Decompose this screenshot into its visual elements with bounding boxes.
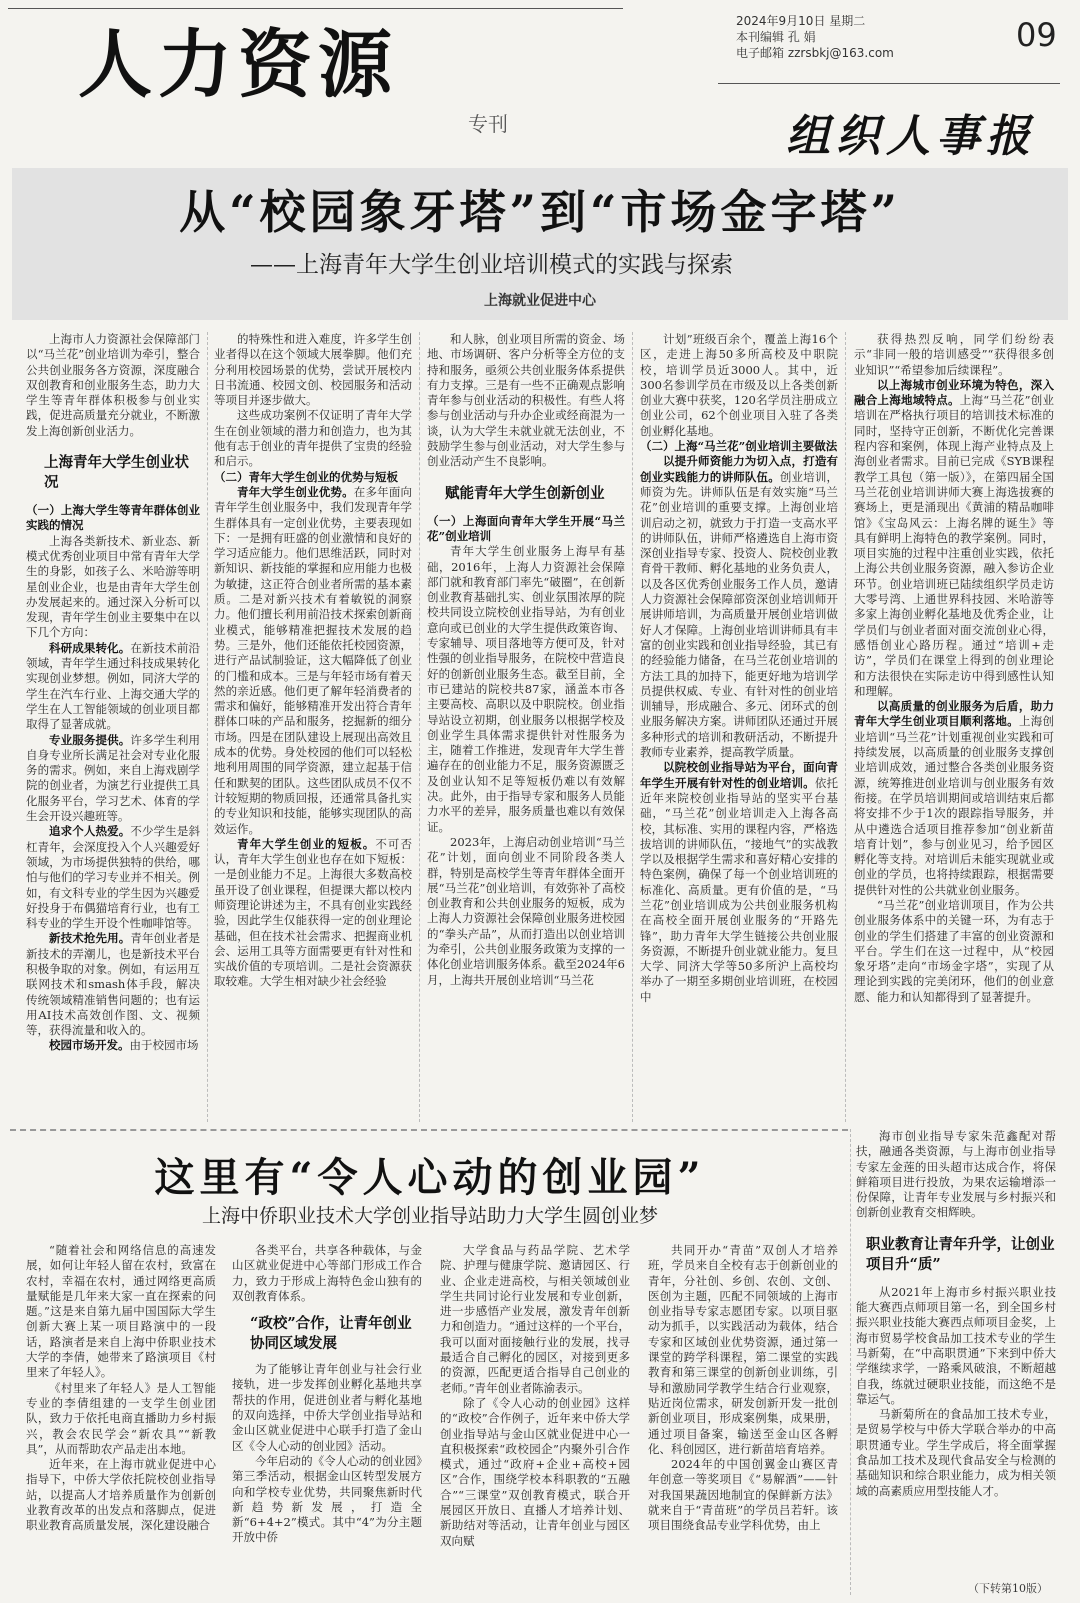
paragraph: 科研成果转化。在新技术前沿领域，青年学生通过科技成果转化实现创业梦想。例如，同济大学的学生在汽车行业、上海交通大学的学生在人工智能领域的创业项目都取得了显著成就。 xyxy=(26,640,200,732)
subsection-heading: （二）青年大学生创业的优势与短板 xyxy=(214,469,398,484)
paragraph: 新技术抢先用。青年创业者是新技术的弄潮儿，也是新技术平台积极争取的对象。例如，有运用互联网技术和smash体手段，解决传统领域精准销售问题的；也有运用AI技术高效创作图、文、视频等，获得流量和收入的。 xyxy=(26,931,200,1038)
newspaper-logo: 组织人事报 xyxy=(786,111,1036,162)
paragraph: 青年大学生创业的短板。不可否认，青年大学生创业也存在如下短板：一是创业能力不足。上海很大多数高校虽开设了创业课程，但提课大都以校内师资理论讲述为主，不具有创业实践经验，因此学生仅能获得一定的创业理论基础，但在技术社会需求、把握商业机会、运用工具等方面需要更有针对性和实战价值的专项培训。二是社会资源获取较难。大学生相对缺少社会经验 xyxy=(214,836,412,989)
subsection-heading: （二）上海“马兰花”创业培训主要做法 xyxy=(640,439,838,454)
lead-in: 以提升师资能力为切入点，打造有创业实践能力的讲师队伍。 xyxy=(640,454,838,484)
paragraph: 以上海城市创业环境为特色，深入融合上海地域特点。上海“马兰花”创业培训在严格执行项目的培训技术标准的同时，坚持守正创新，不断优化完善课程内容和案例，体现上海产业特点及上海创业者需求。目前已完成《SYB课程教学工具包（第一版）》，在第四届全国马兰花创业培训讲师大赛上海选拔赛的赛场上，更是涌现出《黄浦的精品咖啡馆》《宝岛风云：上海名牌的诞生》等具有鲜明上海特色的教学案例。同时，项目实施的过程中注重创业实践，依托上海公共创业服务资源，融入参访企业环节。创业培训班已陆续组织学员走访大零号湾、上通世界科技园、米哈游等多家上海创业孵化基地及优秀企业，让学员们与创业者面对面交流创业心得，感悟创业心路历程。通过“培训+走访”，学员们在课堂上得到的创业理论和方法很快在实际走访中得到感性认知和理解。 xyxy=(854,377,1054,698)
paragraph: 2023年，上海启动创业培训“马兰花”计划，面向创业不同阶段各类人群，特别是高校学生等青年群体全面开展“马兰花”创业培训，有效弥补了高校创业教育和公共创业服务的短板，成为上海人力资源社会保障创业服务进校园的“拳头产品”，从而打造出以创业培训为牵引，公共创业服务政策为支撑的一体化创业培训服务体系。截至2024年6月，上海共开展创业培训“马兰花 xyxy=(427,834,625,987)
section-heading: 赋能青年大学生创新创业 xyxy=(445,484,605,502)
subsection-heading: （一）上海大学生等青年群体创业实践的情况 xyxy=(26,503,200,533)
section-heading: “政校”合作，让青年创业协同区域发展 xyxy=(250,1315,412,1353)
issue-date: 2024年9月10日 星期二 xyxy=(736,14,866,28)
column-divider xyxy=(632,332,633,1122)
paragraph: 这些成功案例不仅证明了青年大学生在创业领域的潜力和创造力，也为其他有志于创业的青年提供了宝贵的经验和启示。 xyxy=(214,408,412,469)
article2-column-4 xyxy=(648,1243,838,1595)
paragraph: 从2021年上海市乡村振兴职业技能大赛西点师项目第一名，到全国乡村振兴职业技能大赛西点师项目金奖，上海市贸易学校食品加工技术专业的学生马新菊，在“中高职贯通”下来到中侨大学继续求学，一路乘风破浪，不断超越自我，练就过硬职业技能，而这绝不是靠运气。 xyxy=(856,1284,1056,1406)
article2-title: 这里有“令人心动的创业园” xyxy=(154,1154,706,1201)
lead-in: 科研成果转化。 xyxy=(49,640,131,655)
article2-subtitle: 上海中侨职业技术大学创业指导站助力大学生圆创业梦 xyxy=(201,1205,658,1227)
lead-in: 以院校创业指导站为平台，面向青年学生开展有针对性的创业培训。 xyxy=(640,760,838,790)
section-subtitle: 专刊 xyxy=(468,112,508,136)
paragraph: 计划”班级百余个，覆盖上海16个区，走进上海50多所高校及中职院校，培训学员近3000人。其中，近300名参训学员在市级及以上各类创新创业大赛中获奖，120名学员注册成立创业公司，62个创业项目入驻了各类创业孵化基地。 xyxy=(640,332,838,438)
paragraph: 青年大学生创业优势。在多年面向青年学生创业服务中，我们发现青年学生群体具有一定创业优势，主要表现如下：一是拥有旺盛的创业激情和良好的学习适应能力。他们思维活跃，同时对新知识、新技能的掌握和应用能力也极为敏捷，这正符合创业者所需的基本素质。二是对新兴技术有着敏锐的洞察力。他们擅长利用前沿技术探索创新商业模式，能够精准把握技术发展的趋势。三是外，他们还能依托校园资源，进行产品试制验证，这大幅降低了创业的门槛和成本。三是与年轻市场有着天然的亲近感。他们更了解年轻消费者的需求和偏好，能够精准开发出符合青年群体口味的产品和服务，挖掘新的细分市场。四是在团队建设上展现出高效且成本的优势。身处校园的他们可以轻松地利用周围的同学资源，建立起基于信任和默契的团队。这些团队成员不仅不计较短期的物质回报，还通常具备扎实的专业知识和技能，能够实现团队的高效运作。 xyxy=(214,484,412,836)
section-heading: 上海青年大学生创业状况 xyxy=(44,454,189,492)
info-rule xyxy=(718,83,1060,84)
paragraph: “马兰花”创业培训项目，作为公共创业服务体系中的关键一环，为有志于创业的学生们搭建了丰富的创业资源和平台。学生们在这一过程中，从“校园象牙塔”走向“市场金字塔”，实现了从理论到实践的完美闭环，他们的创业意愿、能力和认知都得到了显著提升。 xyxy=(854,897,1054,1004)
paragraph: 青年大学生创业服务上海早有基础，2016年，上海人力资源社会保障部门就和教育部门率先“破圈”，在创新创业教育基础扎实、创业氛围浓厚的院校共同设立院校创业指导站，为有创业意向或已创业的大学生提供政策咨询、专家辅导、项目落地等方便可及，针对性强的创业指导服务，在院校中营造良好的创新创业服务生态。截至目前，全市已建站的院校共87家，涵盖本市各主要高校、高职以及中职院校。创业指导站设立初期，创业服务以根据学校及创业学生具体需求提供针对性服务为主，随着工作推进，发现青年大学生普遍存在的创业能力不足，服务资源匮乏及创业认知不足等短板仍难以有效解决。此外，由于指导专家和服务人员能力水平的差异，服务质量也难以有效保证。 xyxy=(427,544,625,834)
paragraph: 海市创业指导专家朱范鑫配对帮扶，融通各类资源，与上海市创业指导专家左金莲的田头超市达成合作，将保鲜箱项目进行投放，为果农运输增添一份保障，让青年专业发展与乡村振兴和创新创业教育交相辉映。 xyxy=(856,1129,1056,1220)
paragraph: “随着社会和网络信息的高速发展，如何让年轻人留在农村，致富在农村，幸福在农村，通过网络更高质量赋能是几年来大家一直在探索的问题。”这是来自第九届中国国际大学生创新大赛上某一项目路演中的一段话，路演者是来自上海中侨职业技术大学的李倩，她带来了路演项目《村里来了年轻人》。 xyxy=(26,1243,216,1380)
article1-column-1 xyxy=(26,332,200,1132)
paragraph: 2024年的中国创翼金山赛区青年创意一等奖项目《“易解酒”——针对我国果蔬因地制宜的保鲜新方法》就来自于“青苗班”的学员吕若轩。该项目围绕食品专业学科优势，由上 xyxy=(648,1457,838,1533)
column-divider xyxy=(850,1129,851,1595)
paragraph: 上海各类新技术、新业态、新模式优秀创业项目中常有青年大学生的身影，如孩子么、米哈游等明星创业企业，也是由青年大学生创办发展起来的。通过深入分析可以发现，青年学生创业主要集中在以下几个方向： xyxy=(26,533,200,640)
paragraph: 以院校创业指导站为平台，面向青年学生开展有针对性的创业培训。依托近年来院校创业指导站的坚实平台基础，“马兰花”创业培训走入上海各高校，其标准、实用的课程内容，严格选拔培训的讲师队伍，“接地气”的实战教学以及根据学生需求和喜好精心安排的特色案例，确保了每一个创业培训班的标准化、高质量。更有价值的是，“马兰花”创业培训成为公共创业服务机构在高校全面开展创业服务的“开路先锋”，助力青年大学生链接公共创业服务资源，不断提升创业就业能力。复旦大学、同济大学等50多所沪上高校均举办了一期至多期创业培训班，在校园中 xyxy=(640,760,838,1004)
paragraph: 大学食品与药品学院、艺术学院、护理与健康学院、邀请园区、行业、企业走进高校，与相关领域创业学生共同讨论行业发展和专业创新，进一步感悟产业发展，激发青年创新力和创造力。“通过这样的一个平台，我可以面对面接触行业的发展，找寻最适合自己孵化的园区，对接到更多的资源，匹配更适合指导自己创业的老师。”青年创业者陈渝表示。 xyxy=(440,1243,630,1395)
paragraph: 追求个人热爱。不少学生是斜杠青年，会深度投入个人兴趣爱好领域，为市场提供独特的供给，哪怕与他们的学习专业并不相关。例如，有文科专业的学生因为兴趣爱好投身于布偶猫培育行业，也有工科专业的学生开设个性咖啡馆等。 xyxy=(26,824,200,931)
masthead-info xyxy=(736,13,894,61)
paragraph: 和人脉，创业项目所需的资金、场地、市场调研、客户分析等全方位的支持和服务，亟须公共创业服务体系提供有力支撑。三是有一些不正确观点影响青年参与创业活动的积极性。有些人将参与创业活动与升办企业或经商混为一谈，认为大学生未就业就无法创业，不鼓励学生参与创业活动，对大学生参与创业活动产生不良影响。 xyxy=(427,332,625,469)
article-divider xyxy=(10,1129,848,1131)
paragraph: 校园市场开发。由于校园市场 xyxy=(49,1038,199,1053)
article1-byline: 上海就业促进中心 xyxy=(484,293,596,309)
article2-column-3 xyxy=(440,1243,630,1595)
section-heading: 职业教育让青年升学，让创业项目升“质” xyxy=(866,1235,1055,1273)
lead-in: 校园市场开发。 xyxy=(49,1038,130,1053)
page-editor: 本刊编辑 孔 娟 xyxy=(736,30,816,44)
column-divider xyxy=(419,332,420,1122)
paragraph: 今年启动的《令人心动的创业园》第三季活动，根据金山区转型发展方向和学校专业优势，共同聚焦新时代新趋势新发展，打造全新“6+4+2”模式。其中“4”为分主题开放中侨 xyxy=(232,1453,422,1545)
continued-note: （下转第10版） xyxy=(968,1582,1048,1595)
article1-column-4 xyxy=(640,332,838,1132)
article1-column-2 xyxy=(214,332,412,1132)
lead-in: 以上海城市创业环境为特色，深入融合上海地域特点。 xyxy=(854,377,1054,408)
paragraph: 共同开办“青苗”双创人才培养班，学员来自全校有志于创新创业的青年，分社创、乡创、农创、文创、医创为主题，匹配不同领域的上海市创业指导专家志愿团专家。以项目驱动为抓手，以实践活动为载体，结合专家和区域创业优势资源，通过第一课堂的跨学科课程，第二课堂的实践教育和第三课堂的创新创业训练，引导和激励同学教学生结合行业观察，贴近岗位需求，研发创新开发一批创新创业项目，形成案例集，成果册，通过项目备案，输送至金山区各孵化、科创园区，进行新苗培育培养。 xyxy=(648,1243,838,1456)
paragraph: 为了能够让青年创业与社会行业接轨，进一步发挥创业孵化基地共享帮扶的作用，促进创业者与孵化基地的双向选择，中侨大学创业指导站和金山区就业促进中心联手打造了金山区《令人心动的创业园》活动。 xyxy=(232,1362,422,1453)
article2-column-5 xyxy=(856,1129,1056,1595)
lead-in: 追求个人热爱。 xyxy=(49,824,131,839)
paragraph: 以提升师资能力为切入点，打造有创业实践能力的讲师队伍。创业培训，师资为先。讲师队伍是有效实施“马兰花”创业培训的重要支撑。上海创业培训启动之初，就致力于打造一支高水平的讲师队伍，讲师严格遴选自上海市资深创业指导专家、投资人、院校创业教育骨干教师、孵化基地的业务负责人，以及各区优秀创业服务工作人员，邀请人力资源社会保障部资深创业培训师开展讲师培训，为高质量开展创业培训做好人才保障。上海创业培训讲师具有丰富的创业实践和创业指导经验，其已有的经验能力储备，在马兰花创业培训的方法工具的加持下，能更好地为培训学员提供权威、专业、有针对性的创业培训辅导，形成融合、多元、闭环式的创业服务解决方案。讲师团队还通过开展多种形式的培训和教研活动，不断提升教师专业素养，提高教学质量。 xyxy=(640,454,838,760)
paragraph: 的特殊性和进入难度，许多学生创业者得以在这个领域大展拳脚。他们充分利用校园场景的优势，尝试开展校内日书流通、校园文创、校园服务和活动等项目并逐步做大。 xyxy=(214,332,412,408)
paragraph: 上海市人力资源社会保障部门以“马兰花”创业培训为牵引，整合公共创业服务各方资源，深度融合双创教育和创业服务生态，助力大学生等青年群体积极参与创业实践，促进高质量充分就业，不断激发上海创新创业活力。 xyxy=(26,332,200,438)
editor-email: 电子邮箱 zzrsbkj@163.com xyxy=(736,46,894,60)
article2-column-2 xyxy=(232,1243,422,1595)
paragraph: 近年来，在上海市就业促进中心指导下，中侨大学依托院校创业指导站，以提高人才培养质量作为创新创业教育改革的出发点和落脚点，促进职业教育高质量发展，深化建设融合 xyxy=(26,1457,216,1533)
lead-in: 青年大学生创业优势。 xyxy=(237,484,354,499)
lead-in: 新技术抢先用。 xyxy=(49,931,131,946)
column-divider xyxy=(845,332,846,1122)
lead-in: 以高质量的创业服务为后盾，助力青年大学生创业项目顺利落地。 xyxy=(854,699,1054,729)
section-title: 人力资源 xyxy=(78,22,398,108)
article1-subtitle: ——上海青年大学生创业培训模式的实践与探索 xyxy=(250,252,733,278)
lead-in: 青年大学生创业的短板。 xyxy=(237,836,376,851)
paragraph: 各类平台，共享各种载体，与金山区就业促进中心等部门形成工作合力，致力于形成上海特色金山独有的双创教育体系。 xyxy=(232,1243,422,1303)
page-number: 09 xyxy=(1016,16,1057,54)
top-rule xyxy=(8,8,623,9)
article1-title: 从“校园象牙塔”到“市场金字塔” xyxy=(179,185,901,239)
paragraph: 马新菊所在的食品加工技术专业，是贸易学校与中侨大学联合举办的中高职贯通专业。学生学成后，将全面掌握食品加工技术及现代食品安全与检测的基础知识和综合职业能力，成为相关领域的高素质应用型技能人才。 xyxy=(856,1407,1056,1498)
paragraph: 《村里来了年轻人》是人工智能专业的李倩组建的一支学生创业团队，致力于依托电商直播助力乡村振兴，教会农民学会“新农具”“新教具”，从而帮助农产品走出本地。 xyxy=(26,1380,216,1456)
column-divider xyxy=(207,332,208,1122)
subsection-heading: （一）上海面向青年大学生开展“马兰花”创业培训 xyxy=(427,513,625,543)
paragraph: 除了《令人心动的创业园》这样的“政校”合作例子，近年来中侨大学创业指导站与金山区就业促进中心一直积极探索“政校园企”内聚外引合作模式，通过“政府+企业+高校+园区”合作，围绕学校本科职教的“五融合”“三课堂”双创教育模式，联合开展园区开放日、直播人才培养计划、新助结对等活动，让青年创业与园区双向赋 xyxy=(440,1395,630,1548)
lead-in: 专业服务提供。 xyxy=(49,732,131,747)
article1-column-3 xyxy=(427,332,625,1132)
paragraph: 获得热烈反响，同学们纷纷表示“非同一般的培训感受”“获得很多创业知识”“希望参加后续课程”。 xyxy=(854,332,1054,377)
article1-column-5 xyxy=(854,332,1054,1132)
article2-column-1 xyxy=(26,1243,216,1595)
paragraph: 专业服务提供。许多学生利用自身专业所长满足社会对专业化服务的需求。例如，来自上海戏剧学院的创业者，为演艺行业提供工具化服务平台，学习艺术、体育的学生会开设兴趣班等。 xyxy=(26,732,200,824)
paragraph: 以高质量的创业服务为后盾，助力青年大学生创业项目顺利落地。上海创业培训“马兰花”计划重视创业实践和可持续发展，以高质量的创业服务支撑创业培训成效，通过整合各类创业服务资源，统筹推进创业培训与创业服务有效衔接。在学员培训期间或培训结束后都将安排不少于1次的跟踪指导服务，并从中遴选合适项目推荐参加“创业新苗培育计划”，参与创业见习，给予园区孵化等支持。对培训后未能实现就业或创业的学员，也将持续跟踪，根据需要提供针对性的公共就业创业服务。 xyxy=(854,699,1054,897)
